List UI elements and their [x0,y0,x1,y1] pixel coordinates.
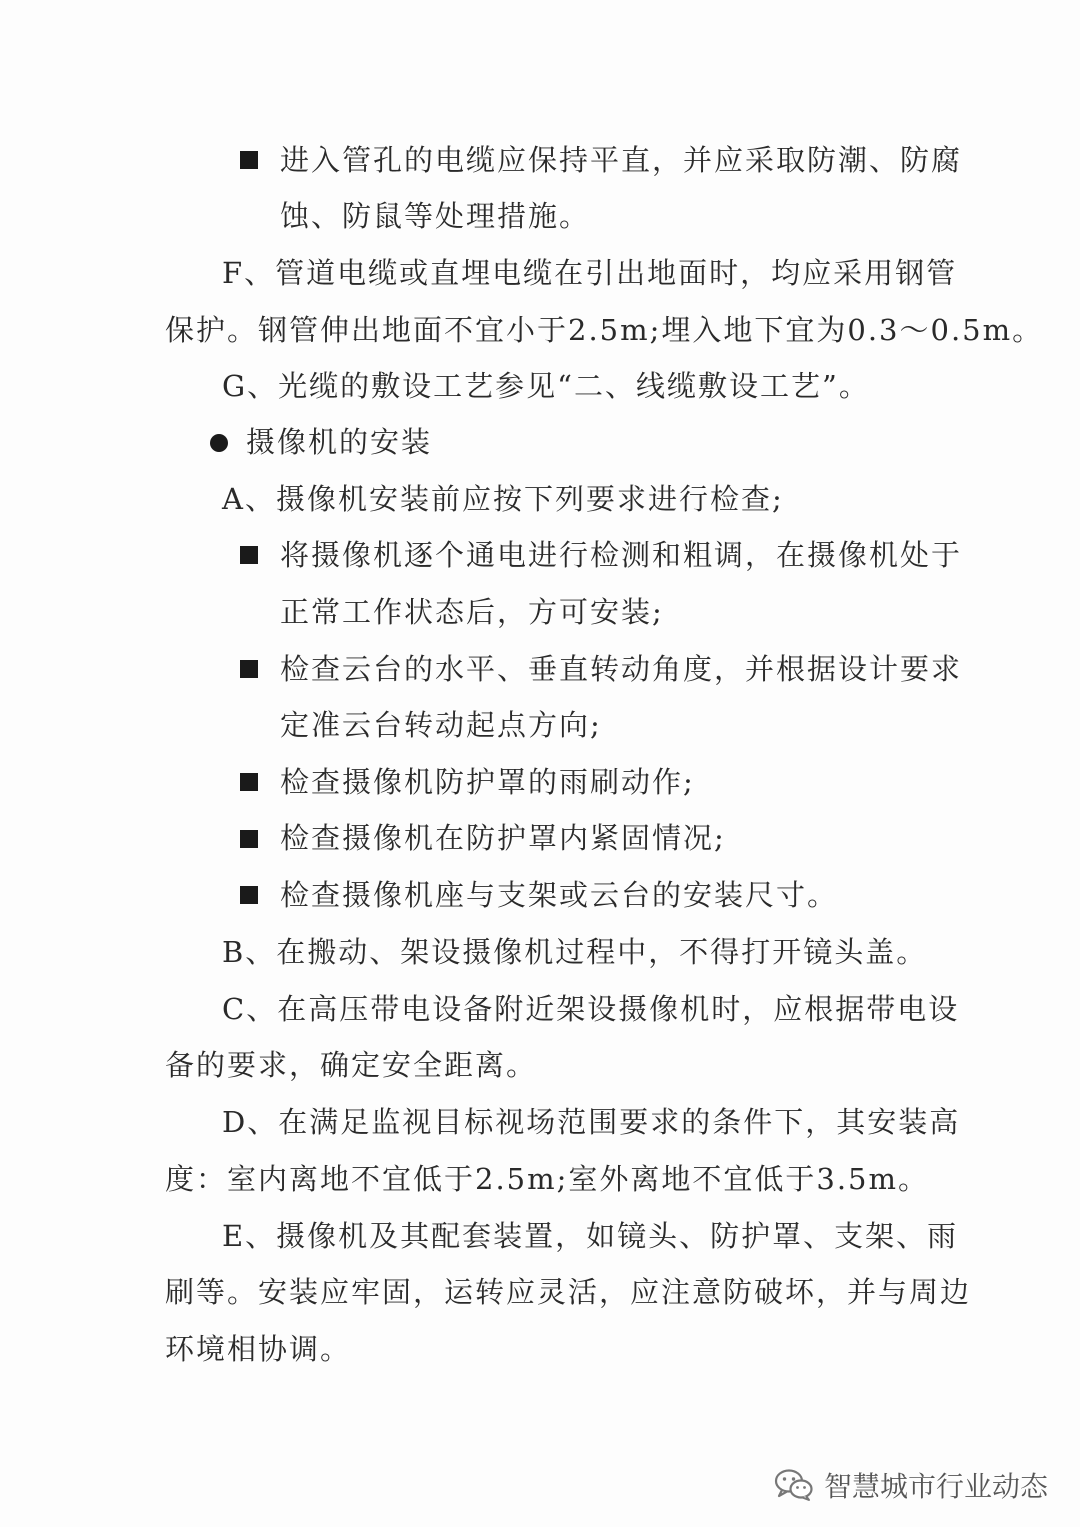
watermark-text: 智慧城市行业动态 [823,1470,1048,1503]
text-line: C、在高压带电设备附近架设摄像机时，应根据带电设 [222,992,960,1026]
text-line: E、摄像机及其配套装置，如镜头、防护罩、支架、雨 [222,1219,959,1253]
text-line: 度：室内离地不宜低于2.5m;室外离地不宜低于3.5m。 [165,1162,930,1196]
text-line: A、摄像机安装前应按下列要求进行检查; [222,482,784,516]
text-line: 检查摄像机在防护罩内紧固情况; [280,821,726,855]
square-bullet-icon [240,773,258,791]
square-bullet-icon [240,886,258,904]
text-line: 刷等。安装应牢固，运转应灵活，应注意防破坏，并与周边 [165,1275,972,1309]
section-heading: 摄像机的安装 [246,425,433,459]
watermark [774,1465,1048,1505]
text-line: 备的要求，确定安全距离。 [165,1048,538,1082]
text-line: 进入管孔的电缆应保持平直，并应采取防潮、防腐 [280,143,963,177]
wechat-icon [774,1468,814,1502]
text-line: 保护。钢管伸出地面不宜小于2.5m;埋入地下宜为0.3～0.5m。 [165,313,1044,347]
text-line: 正常工作状态后，方可安装; [280,595,664,629]
square-bullet-icon [240,660,258,678]
square-bullet-icon [240,830,258,848]
text-line: F、管道电缆或直埋电缆在引出地面时，均应采用钢管 [222,256,958,290]
square-bullet-icon [240,546,258,564]
text-line: 将摄像机逐个通电进行检测和粗调，在摄像机处于 [280,538,963,572]
text-line: B、在搬动、架设摄像机过程中，不得打开镜头盖。 [222,935,928,969]
text-line: 检查摄像机防护罩的雨刷动作; [280,765,695,799]
text-line: 环境相协调。 [165,1332,352,1366]
text-line: 蚀、防鼠等处理措施。 [280,199,591,233]
text-line: G、光缆的敷设工艺参见“二、线缆敷设工艺”。 [222,369,870,403]
text-line: 检查云台的水平、垂直转动角度，并根据设计要求 [280,652,963,686]
round-bullet-icon [210,434,228,452]
text-line: D、在满足监视目标视场范围要求的条件下，其安装高 [222,1105,961,1139]
text-line: 检查摄像机座与支架或云台的安装尺寸。 [280,878,839,912]
square-bullet-icon [240,151,258,169]
text-line: 定准云台转动起点方向; [280,708,602,742]
